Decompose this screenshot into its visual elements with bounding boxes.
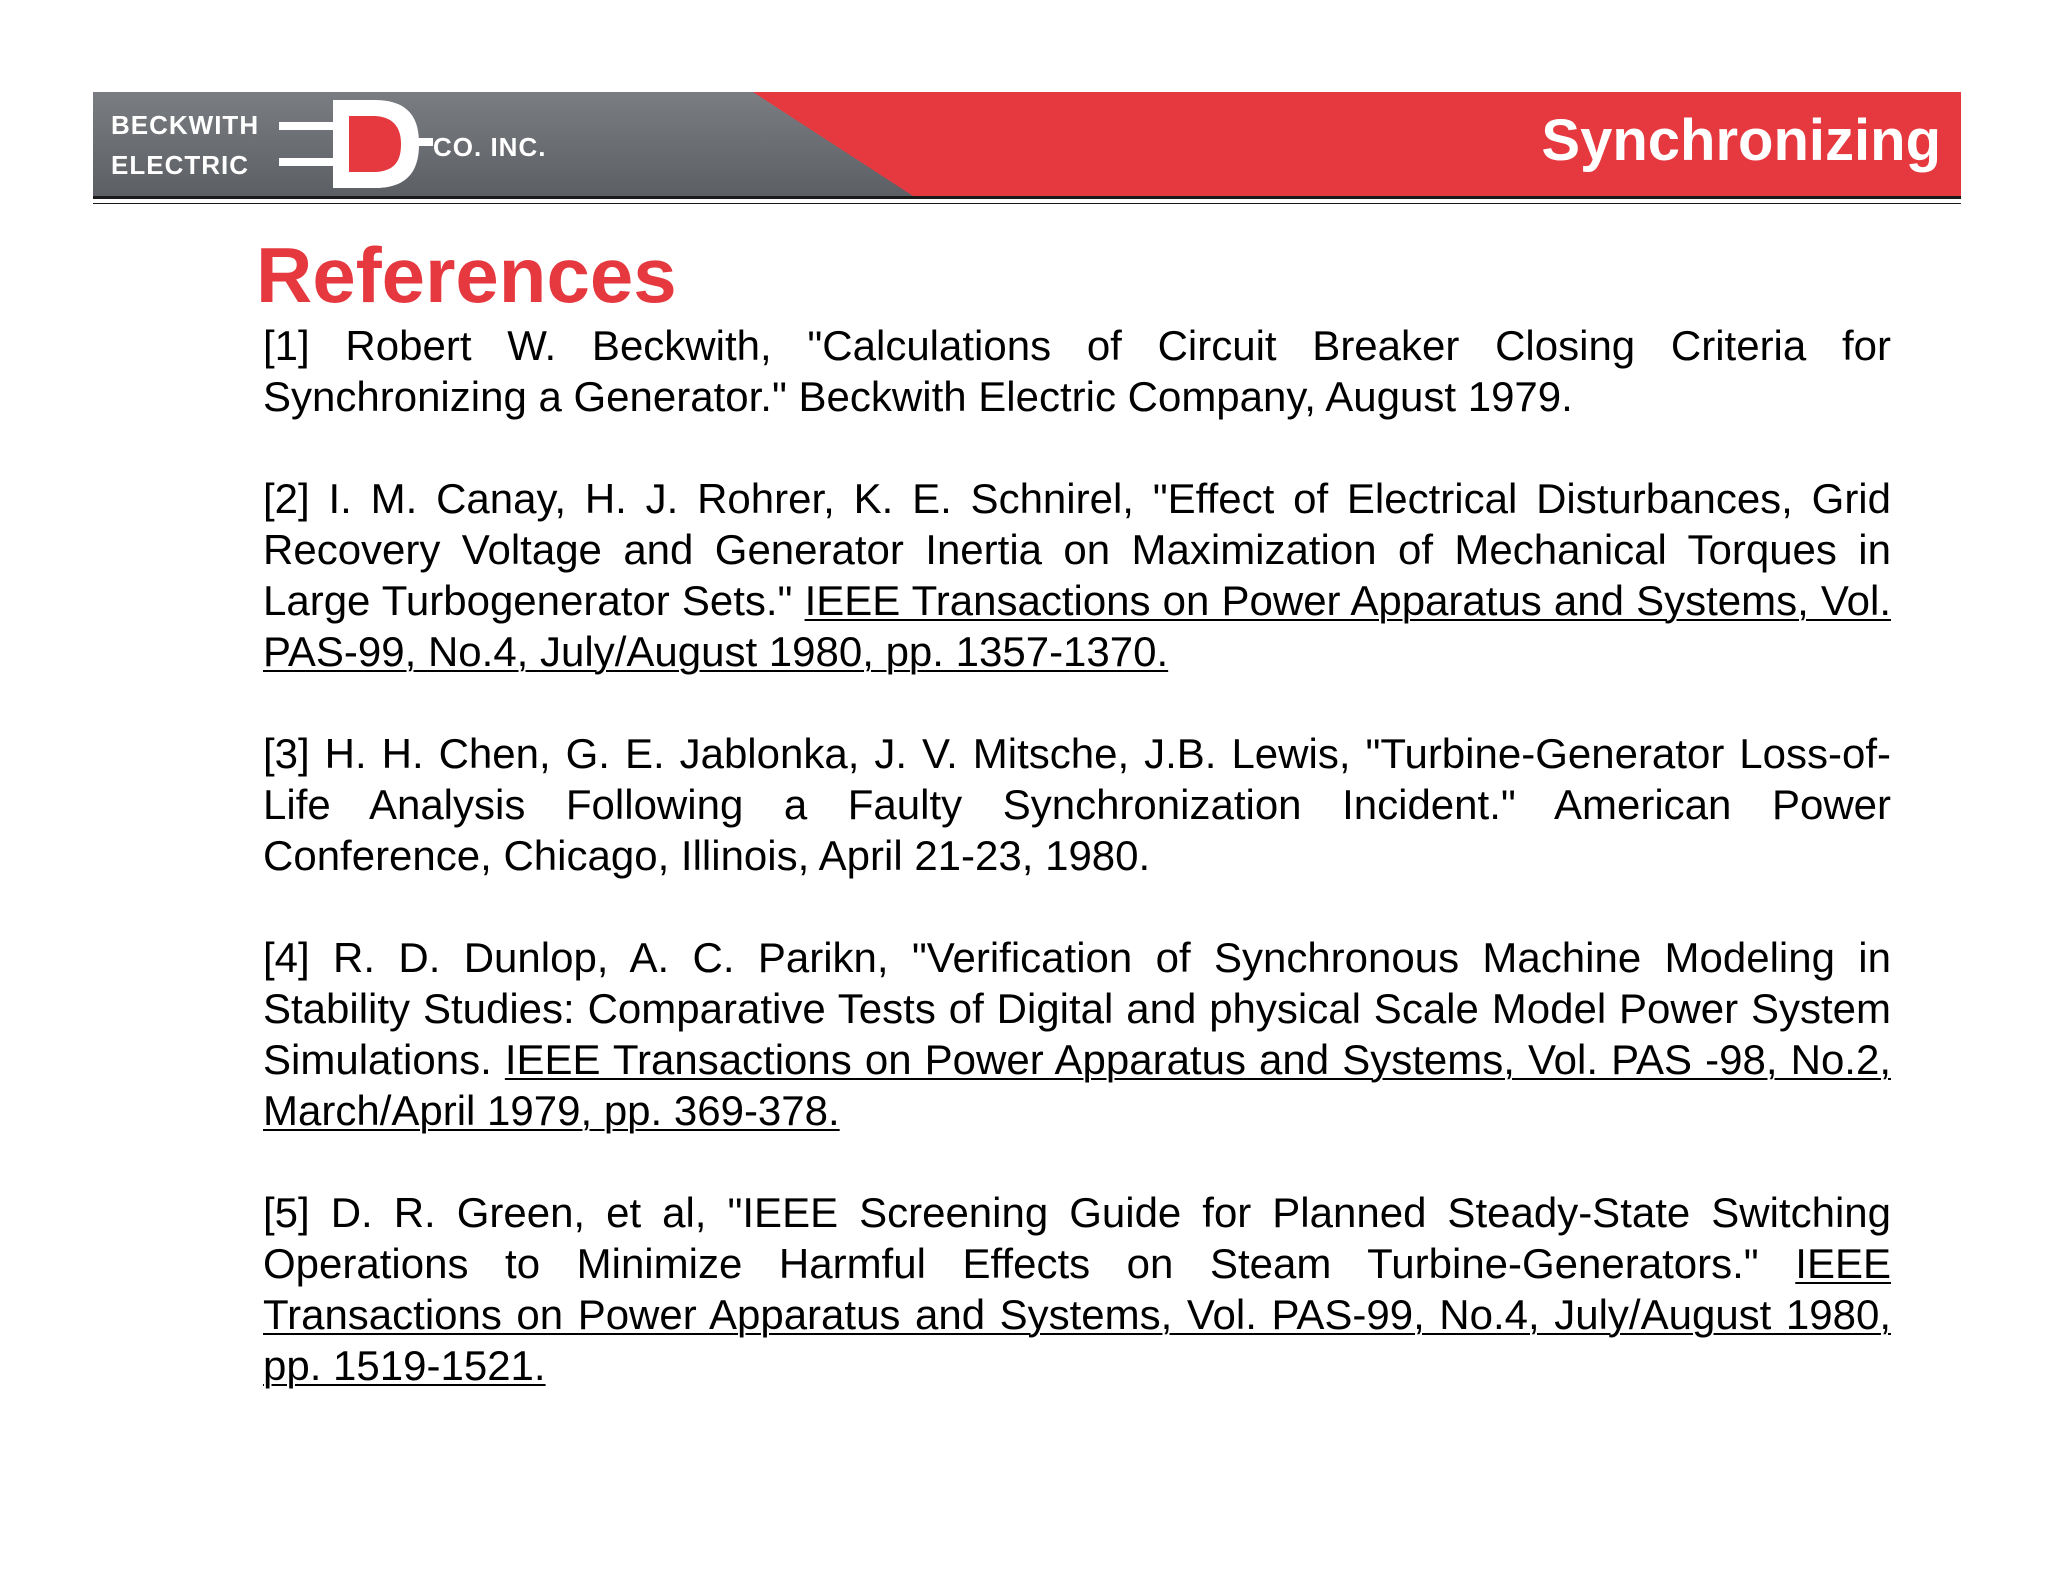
reference-list bbox=[263, 320, 1891, 1442]
slide-header bbox=[93, 92, 1961, 196]
reference-item-1 bbox=[263, 320, 1891, 422]
reference-text: [3] H. H. Chen, G. E. Jablonka, J. V. Mitsche, J.B. Lewis, "Turbine-Generator Loss-of-Life Analysis Following a Faulty Synchronization Incident." American Power Conference, Chicago, Illinois, April 21-23, 1980. bbox=[263, 730, 1891, 879]
header-rule bbox=[93, 196, 1961, 199]
reference-source: IEEE Transactions on Power Apparatus and Systems, Vol. PAS-99, No.4, July/August 1980, pp. 1357-1370. bbox=[263, 577, 1891, 675]
reference-text: [2] I. M. Canay, H. J. Rohrer, K. E. Schnirel, "Effect of Electrical Disturbances, Grid Recovery Voltage and Generator Inertia on Maximization of Mechanical Torques in Large Turbogenerator Sets." bbox=[263, 475, 1891, 624]
page-title: References bbox=[256, 231, 677, 319]
reference-item-4 bbox=[263, 932, 1891, 1136]
reference-text: [1] Robert W. Beckwith, "Calculations of Circuit Breaker Closing Criteria for Synchronizing a Generator." Beckwith Electric Company, August 1979. bbox=[263, 322, 1891, 420]
reference-text: [5] D. R. Green, et al, "IEEE Screening Guide for Planned Steady-State Switching Operations to Minimize Harmful Effects on Steam Turbine-Generators." bbox=[263, 1189, 1891, 1287]
reference-item-5 bbox=[263, 1187, 1891, 1391]
logo-text-suffix: CO. INC. bbox=[433, 132, 547, 162]
reference-text: [4] R. D. Dunlop, A. C. Parikn, "Verification of Synchronous Machine Modeling in Stability Studies: Comparative Tests of Digital and physical Scale Model Power System Simulations. bbox=[263, 934, 1891, 1083]
section-title: Synchronizing bbox=[1541, 108, 1941, 173]
reference-item-3 bbox=[263, 728, 1891, 881]
reference-source: IEEE Transactions on Power Apparatus and Systems, Vol. PAS -98, No.2, March/April 1979, pp. 369-378. bbox=[263, 1036, 1891, 1134]
header-rule-thin bbox=[93, 203, 1961, 204]
logo-text-line1: BECKWITH bbox=[111, 110, 260, 140]
reference-source: IEEE Transactions on Power Apparatus and Systems, Vol. PAS-99, No.4, July/August 1980, pp. 1519-1521. bbox=[263, 1240, 1891, 1389]
reference-item-2 bbox=[263, 473, 1891, 677]
logo-text-line2: ELECTRIC bbox=[111, 150, 249, 180]
